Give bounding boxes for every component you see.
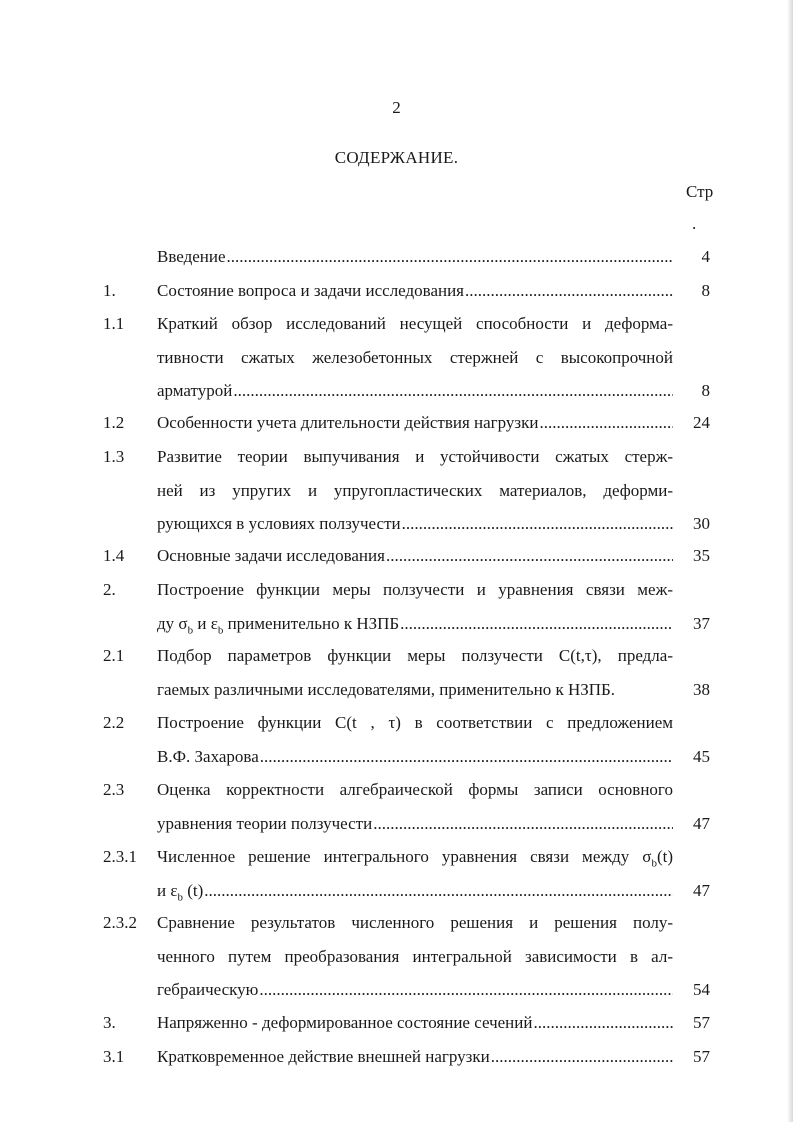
dot-leader bbox=[402, 507, 673, 541]
toc-entry-text bbox=[157, 1006, 673, 1040]
toc-entry-page: 24 bbox=[693, 413, 710, 432]
toc-entry-number: 2.3.2 bbox=[103, 913, 137, 932]
dot-leader bbox=[539, 406, 673, 440]
page-edge-shadow bbox=[787, 0, 793, 1122]
toc-entry-line bbox=[157, 740, 673, 774]
toc-entry-line bbox=[157, 1006, 673, 1040]
subscript: b bbox=[187, 623, 194, 636]
dot-leader bbox=[373, 807, 673, 841]
toc-entry-number: 3.1 bbox=[103, 1047, 125, 1066]
toc-entry-line bbox=[157, 406, 673, 440]
toc-entry-page: 54 bbox=[693, 980, 710, 999]
toc-entry-page: 35 bbox=[693, 546, 710, 565]
toc-entry-text bbox=[157, 906, 673, 1007]
toc-entry-page: 37 bbox=[693, 613, 710, 633]
toc-entry-line-text: и $\varepsilon_b$ (t) bbox=[157, 880, 204, 903]
toc-entry-line: Подбор параметров функции меры ползучести C(t,τ), предла- bbox=[157, 646, 673, 665]
toc-entry-line bbox=[157, 1040, 673, 1074]
toc-entry-line-text: Напряженно - деформированное состояние сечений bbox=[157, 1013, 533, 1032]
toc-entry-line-text: Кратковременное действие внешней нагрузки bbox=[157, 1047, 490, 1066]
toc-entry-line bbox=[157, 807, 673, 841]
toc-entry-page: 8 bbox=[701, 281, 710, 300]
page-column-header-dot: . bbox=[692, 214, 697, 233]
toc-entry-line-text: В.Ф. Захарова bbox=[157, 746, 259, 766]
toc-entry-line-text: Основные задачи исследования bbox=[157, 546, 385, 565]
toc-entry-text bbox=[157, 773, 673, 840]
toc-entry-page: 57 bbox=[693, 1047, 710, 1066]
page-column-header: Стр bbox=[686, 182, 714, 201]
dot-leader bbox=[533, 1006, 673, 1040]
toc-entry-line bbox=[157, 874, 673, 908]
toc-entry-line-text: рующихся в условиях ползучести bbox=[157, 514, 401, 533]
toc-entry-number: 1.2 bbox=[103, 413, 125, 432]
toc-entry-text bbox=[157, 1040, 673, 1074]
toc-entry-line: Построение функции меры ползучести и уравнения связи меж- bbox=[157, 580, 673, 599]
toc-entry-line: Краткий обзор исследований несущей способности и деформа- bbox=[157, 314, 673, 333]
toc-entry-line: ней из упругих и упругопластических материалов, деформи- bbox=[157, 480, 673, 500]
toc-entry-text bbox=[157, 406, 673, 440]
toc-entry-number: 2.3 bbox=[103, 780, 125, 799]
toc-entry-page: 30 bbox=[693, 514, 710, 533]
dot-leader bbox=[260, 740, 673, 774]
toc-entry-line-text: уравнения теории ползучести bbox=[157, 813, 373, 833]
toc-entry-line bbox=[157, 673, 673, 707]
dot-leader bbox=[233, 374, 673, 408]
subscript: b bbox=[651, 857, 657, 870]
toc-entry-text bbox=[157, 440, 673, 541]
toc-entry-text bbox=[157, 639, 673, 706]
toc-entry-number: 1.1 bbox=[103, 314, 125, 333]
toc-entry-page: 45 bbox=[693, 746, 710, 766]
toc-entry-line bbox=[157, 973, 673, 1007]
toc-entry-number: 2.2 bbox=[103, 713, 125, 732]
toc-entry-page: 38 bbox=[693, 679, 710, 699]
toc-entry-number: 3. bbox=[103, 1013, 116, 1032]
toc-entry-line: Численное решение интегрального уравнения связи между $\sigma_b(t)$ bbox=[157, 847, 673, 870]
toc-entry-line bbox=[157, 607, 673, 641]
page-title: СОДЕРЖАНИЕ. bbox=[334, 148, 459, 167]
toc-entry-line: Сравнение результатов численного решения и решения полу- bbox=[157, 913, 673, 932]
dot-leader bbox=[400, 607, 673, 641]
toc-entry-line-text: гаемых различными исследователями, применительно к НЗПБ. bbox=[157, 679, 616, 699]
toc-entry-text bbox=[157, 274, 673, 308]
toc-entry-number: 1. bbox=[103, 281, 116, 300]
dot-leader bbox=[491, 1040, 673, 1074]
toc-entry-line-text: Особенности учета длительности действия нагрузки bbox=[157, 413, 539, 432]
toc-entry-line: Оценка корректности алгебраической формы записи основного bbox=[157, 780, 673, 799]
toc-entry-line-text: Введение bbox=[157, 247, 226, 266]
dot-leader bbox=[386, 539, 673, 573]
toc-entry-number: 2.3.1 bbox=[103, 847, 137, 866]
toc-entry-line bbox=[157, 507, 673, 541]
page-number: 2 bbox=[392, 98, 401, 117]
toc-entry-number: 1.3 bbox=[103, 447, 125, 466]
toc-entry-page: 47 bbox=[693, 813, 710, 833]
dot-leader bbox=[227, 240, 673, 274]
toc-entry-page: 47 bbox=[693, 880, 710, 900]
toc-entry-number: 1.4 bbox=[103, 546, 125, 565]
toc-entry-number: 2.1 bbox=[103, 646, 125, 665]
toc-entry-text bbox=[157, 240, 673, 274]
toc-entry-line bbox=[157, 539, 673, 573]
toc-entry-line-text: ду $\sigma_b$ и $\varepsilon_b$ применительно к НЗПБ bbox=[157, 613, 400, 636]
toc-entry-line-text: гебраическую bbox=[157, 980, 259, 999]
toc-entry-page: 4 bbox=[701, 247, 710, 266]
toc-entry-line: тивности сжатых железобетонных стержней с высокопрочной bbox=[157, 347, 673, 367]
toc-entry-number: 2. bbox=[103, 580, 116, 599]
toc-entry-line-text: Состояние вопроса и задачи исследования bbox=[157, 281, 465, 300]
toc-entry-text bbox=[157, 307, 673, 408]
toc-entry-line: Развитие теории выпучивания и устойчивости сжатых стерж- bbox=[157, 447, 673, 466]
toc-entry-text bbox=[157, 573, 673, 640]
toc-entry-line bbox=[157, 240, 673, 274]
toc-entry-text bbox=[157, 706, 673, 773]
toc-entry-line bbox=[157, 374, 673, 408]
toc-entry-text bbox=[157, 840, 673, 907]
toc-entry-text bbox=[157, 539, 673, 573]
toc-entry-page: 8 bbox=[701, 381, 710, 400]
dot-leader bbox=[204, 874, 673, 908]
dot-leader bbox=[465, 274, 673, 308]
toc-entry-line: Построение функции C(t , τ) в соответствии с предложением bbox=[157, 713, 673, 732]
dot-leader bbox=[259, 973, 673, 1007]
subscript: b bbox=[177, 890, 183, 903]
toc-entry-line-text: арматурой bbox=[157, 381, 233, 400]
toc-entry-page: 57 bbox=[693, 1013, 710, 1032]
toc-entry-line bbox=[157, 274, 673, 308]
toc-entry-line: ченного путем преобразования интегральной зависимости в ал- bbox=[157, 946, 673, 966]
subscript: b bbox=[217, 623, 224, 636]
